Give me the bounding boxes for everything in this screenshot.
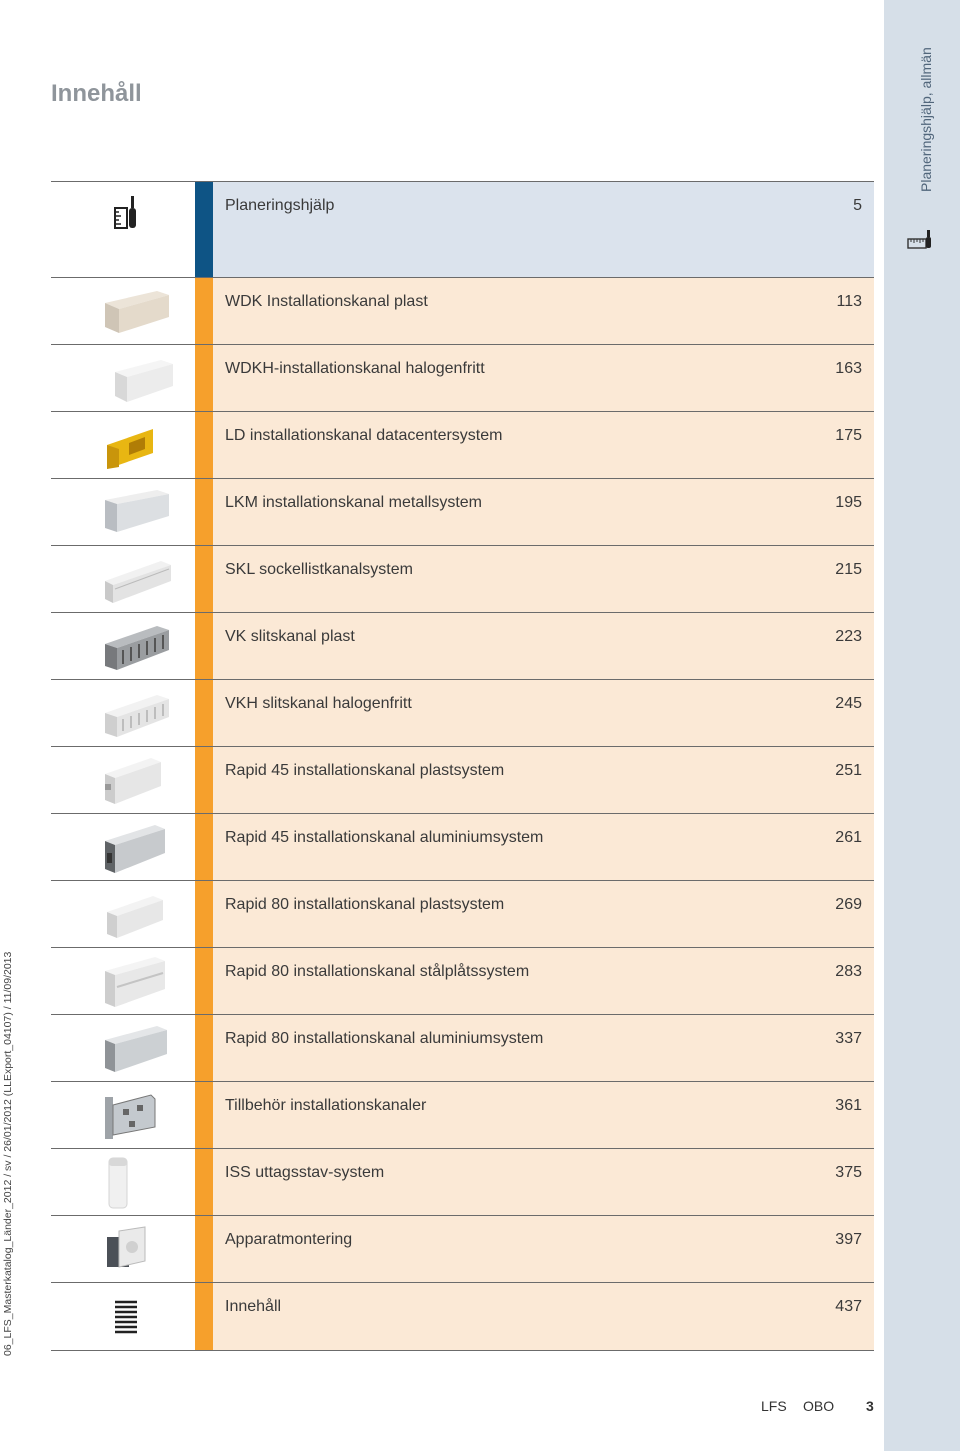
category-bar	[195, 1149, 213, 1215]
toc-row[interactable]	[51, 880, 874, 947]
device-box-icon	[99, 1221, 175, 1279]
toc-label[interactable]: WDK Installationskanal plast	[225, 293, 428, 310]
row-panel	[213, 546, 874, 612]
toc-label[interactable]: Rapid 80 installationskanal aluminiumsystem	[225, 1030, 544, 1047]
toc-page-number: 215	[835, 561, 862, 578]
toc-label[interactable]: Apparatmontering	[225, 1231, 353, 1248]
toc-row[interactable]	[51, 478, 874, 545]
category-bar	[195, 345, 213, 411]
toc-label[interactable]: Innehåll	[225, 1298, 282, 1315]
toc-page-number: 361	[835, 1097, 862, 1114]
category-bar	[195, 881, 213, 947]
toc-page-number: 175	[835, 427, 862, 444]
toc-label[interactable]: VKH slitskanal halogenfritt	[225, 695, 412, 712]
row-panel	[213, 345, 874, 411]
toc-page-number: 437	[835, 1298, 862, 1315]
category-bar	[195, 1283, 213, 1350]
cable-duct-icon	[99, 283, 175, 341]
list-icon	[99, 1288, 175, 1346]
category-bar	[195, 479, 213, 545]
service-pole-icon	[99, 1154, 175, 1212]
row-panel	[213, 747, 874, 813]
toc-row[interactable]	[51, 1148, 874, 1215]
row-panel	[213, 1015, 874, 1081]
row-panel	[213, 680, 874, 746]
row-panel	[213, 1082, 874, 1148]
row-panel	[213, 1216, 874, 1282]
table-of-contents	[51, 181, 874, 1351]
toc-row[interactable]	[51, 1014, 874, 1081]
toc-page-number: 283	[835, 963, 862, 980]
toc-page-number: 269	[835, 896, 862, 913]
footer-brand-lfs: LFS	[761, 1398, 787, 1414]
toc-row[interactable]	[51, 545, 874, 612]
rapid-alu-duct-icon	[99, 819, 175, 877]
toc-page-number: 195	[835, 494, 862, 511]
category-bar	[195, 546, 213, 612]
category-bar	[195, 182, 213, 277]
row-panel	[213, 479, 874, 545]
row-panel	[213, 412, 874, 478]
toc-page-number: 245	[835, 695, 862, 712]
toc-row[interactable]	[51, 746, 874, 813]
category-bar	[195, 680, 213, 746]
rapid-duct-icon	[99, 886, 175, 944]
yellow-duct-icon	[99, 417, 175, 475]
toc-page-number: 261	[835, 829, 862, 846]
slotted-duct-icon	[99, 685, 175, 743]
toc-row[interactable]	[51, 344, 874, 411]
metal-duct-icon	[99, 484, 175, 542]
row-panel	[213, 278, 874, 344]
toc-page-number: 375	[835, 1164, 862, 1181]
page-title: Innehåll	[51, 80, 142, 107]
toc-row[interactable]	[51, 813, 874, 880]
toc-label[interactable]: VK slitskanal plast	[225, 628, 355, 645]
category-bar	[195, 1082, 213, 1148]
row-panel	[213, 948, 874, 1014]
toc-label[interactable]: SKL sockellistkanalsystem	[225, 561, 413, 578]
toc-row[interactable]	[51, 277, 874, 344]
toc-label[interactable]: Rapid 80 installationskanal plastsystem	[225, 896, 505, 913]
side-band	[884, 0, 960, 1451]
category-bar	[195, 1216, 213, 1282]
toc-page-number: 5	[853, 197, 862, 214]
toc-label[interactable]: WDKH-installationskanal halogenfritt	[225, 360, 485, 377]
toc-row[interactable]	[51, 1081, 874, 1148]
toc-page-number: 163	[835, 360, 862, 377]
toc-label[interactable]: LKM installationskanal metallsystem	[225, 494, 482, 511]
cable-duct-icon	[99, 350, 175, 408]
row-panel	[213, 881, 874, 947]
toc-row[interactable]	[51, 679, 874, 746]
slotted-duct-icon	[99, 618, 175, 676]
toc-row[interactable]	[51, 1215, 874, 1282]
toc-label[interactable]: ISS uttagsstav-system	[225, 1164, 385, 1181]
category-bar	[195, 278, 213, 344]
toc-row[interactable]	[51, 411, 874, 478]
toc-page-number: 397	[835, 1231, 862, 1248]
category-bar	[195, 747, 213, 813]
category-bar	[195, 814, 213, 880]
toc-page-number: 223	[835, 628, 862, 645]
toc-row[interactable]	[51, 947, 874, 1014]
footer-brand-obo: OBO	[803, 1398, 835, 1414]
toc-label[interactable]: LD installationskanal datacentersystem	[225, 427, 503, 444]
toc-row[interactable]	[51, 1282, 874, 1351]
row-panel	[213, 1149, 874, 1215]
toc-row[interactable]	[51, 612, 874, 679]
rapid-alu-duct-icon	[99, 1020, 175, 1078]
toc-label[interactable]: Planeringshjälp	[225, 197, 335, 214]
rapid-duct-icon	[99, 752, 175, 810]
toc-label[interactable]: Rapid 45 installationskanal plastsystem	[225, 762, 505, 779]
print-metadata: 06_LFS_Masterkatalog_Länder_2012 / sv / 26/01/2012 (LLExport_04107) / 11/09/2013	[2, 951, 14, 1356]
section-side-title: Planeringshjälp, allmän	[918, 47, 934, 192]
toc-page-number: 251	[835, 762, 862, 779]
ruler-screwdriver-icon	[907, 228, 933, 250]
skirting-duct-icon	[99, 551, 175, 609]
row-panel	[213, 814, 874, 880]
bracket-icon	[99, 1087, 175, 1145]
category-bar	[195, 613, 213, 679]
toc-label[interactable]: Rapid 80 installationskanal stålplåtssystem	[225, 963, 530, 980]
ruler-screwdriver-icon	[109, 194, 143, 234]
rapid-steel-duct-icon	[99, 953, 175, 1011]
toc-row[interactable]	[51, 181, 874, 277]
category-bar	[195, 948, 213, 1014]
category-bar	[195, 1015, 213, 1081]
toc-page-number: 337	[835, 1030, 862, 1047]
row-panel	[213, 1283, 874, 1350]
toc-page-number: 113	[836, 293, 862, 310]
category-bar	[195, 412, 213, 478]
footer-page-number: 3	[866, 1398, 874, 1414]
toc-label[interactable]: Rapid 45 installationskanal aluminiumsystem	[225, 829, 544, 846]
row-panel	[213, 613, 874, 679]
toc-label[interactable]: Tillbehör installationskanaler	[225, 1097, 427, 1114]
